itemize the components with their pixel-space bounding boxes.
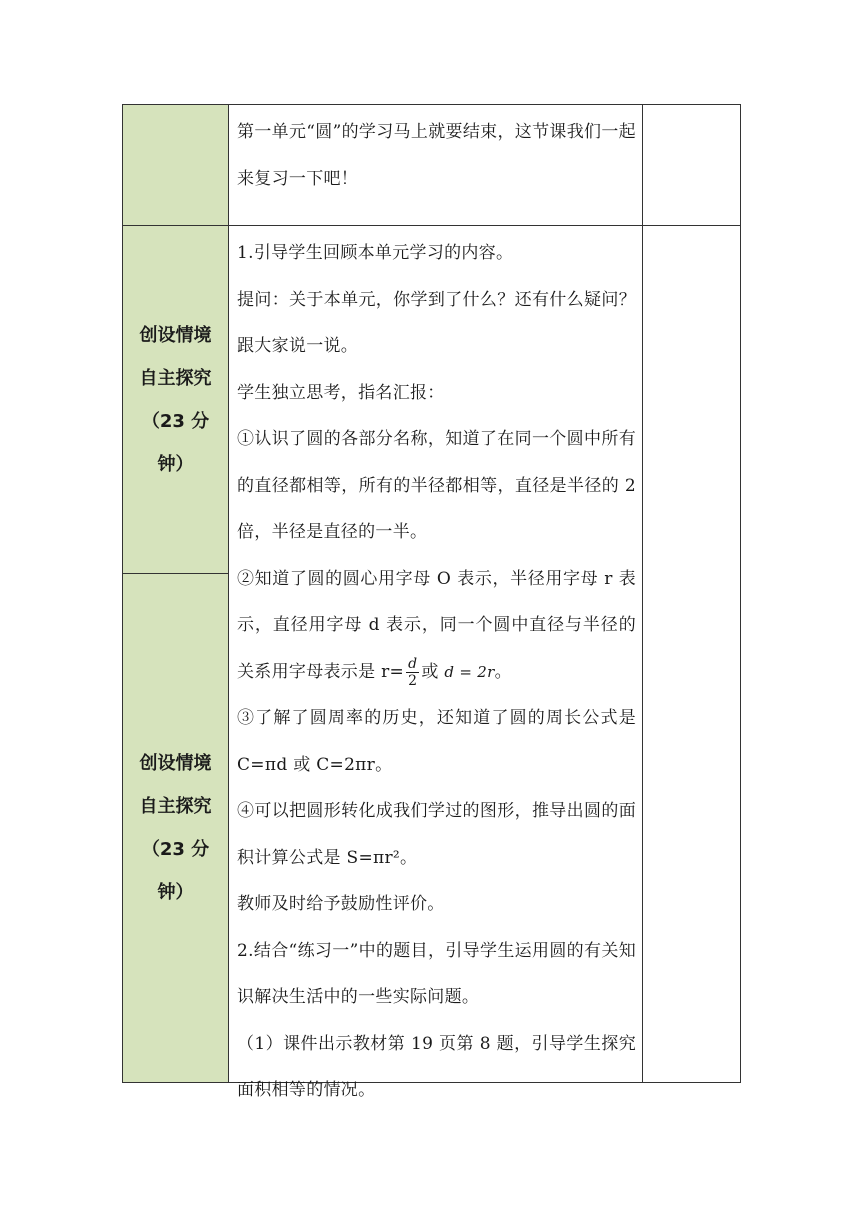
section-label-line1: 创设情境: [139, 324, 212, 346]
fraction-d-over-2: [406, 656, 419, 689]
point-2-pre: ②知道了圆的圆心用字母 O 表示，半径用字母 r 表示，直径用字母 d 表示，同一个圆中直径与半径的关系用字母表示是 r=: [237, 568, 636, 682]
evaluation-text: 教师及时给予鼓励性评价。: [237, 894, 445, 914]
point-2-or: 或: [421, 661, 439, 682]
fraction-numerator: d: [408, 655, 418, 672]
section-label-repeat-line1: 创设情境: [139, 753, 212, 774]
lesson-table: [122, 104, 741, 1100]
main-label-cell: [123, 226, 229, 1082]
point-3-text: ③了解了圆周率的历史，还知道了圆的周长公式是 C=πd 或 C=2πr。: [237, 708, 636, 775]
point-4-text: ④可以把圆形转化成我们学过的图形，推导出圆的面积计算公式是 S=πr²。: [237, 801, 636, 868]
point-2-end: 。: [494, 661, 512, 682]
intro-row: [123, 105, 740, 226]
section-label-repeat-line2: 自主探究: [139, 796, 212, 817]
section-label-line2: 自主探究: [139, 367, 212, 389]
section-label-line3: （23 分: [141, 410, 210, 432]
step-2-text: 2.结合“练习一”中的题目，引导学生运用圆的有关知识解决生活中的一些实际问题。: [237, 940, 636, 1007]
intro-label-cell: [123, 105, 229, 225]
step-1-heading: 1.引导学生回顾本单元学习的内容。: [237, 243, 514, 263]
point-1-text: ①认识了圆的各部分名称，知道了在同一个圆中所有的直径都相等，所有的半径都相等，直径是半径的 2 倍，半径是直径的一半。: [237, 429, 636, 542]
section-label-repeat: [128, 742, 224, 914]
fraction-denominator: 2: [408, 672, 418, 689]
intro-notes-cell: [643, 105, 740, 225]
main-row: [123, 226, 740, 1100]
main-notes-cell: [643, 226, 740, 1082]
label-stack: [123, 226, 228, 1082]
substep-1-text: （1）课件出示教材第 19 页第 8 题，引导学生探究面积相等的情况。: [237, 1033, 636, 1100]
question-text: 提问：关于本单元，你学到了什么？还有什么疑问？跟大家说一说。: [237, 289, 636, 356]
point-2-text: [237, 556, 636, 696]
section-label-block-2: [123, 574, 228, 1082]
student-report-text: 学生独立思考，指名汇报：: [237, 382, 445, 403]
section-label-block-1: [123, 226, 228, 574]
section-label-line4: 钟）: [157, 453, 194, 475]
intro-content-cell: [229, 105, 643, 225]
intro-text: 第一单元“圆”的学习马上就要结束，这节课我们一起来复习一下吧！: [237, 122, 636, 189]
section-label-repeat-line4: 钟）: [157, 882, 194, 903]
diameter-formula: d = 2r: [444, 662, 495, 681]
section-label: [128, 314, 224, 486]
section-label-repeat-line3: （23 分: [141, 839, 210, 860]
main-content-cell: [229, 226, 643, 1100]
